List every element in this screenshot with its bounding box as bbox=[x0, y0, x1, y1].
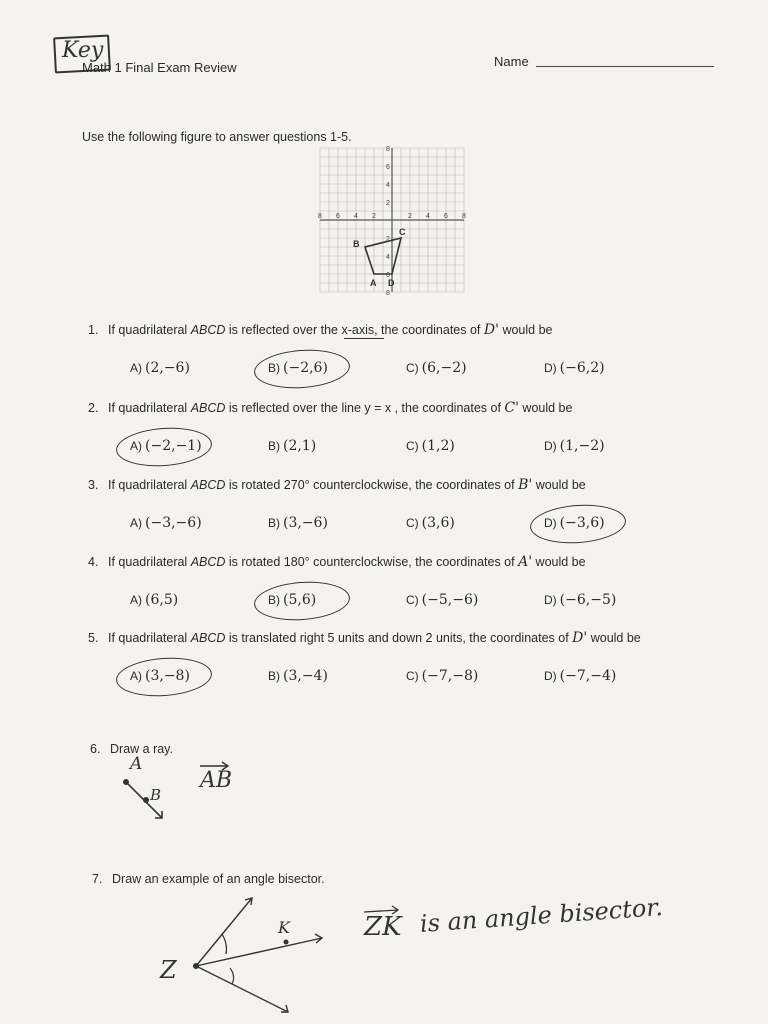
option-letter: B) bbox=[268, 669, 280, 683]
y-tick-label: 6 bbox=[386, 164, 390, 171]
option-value: (6,5) bbox=[145, 592, 179, 608]
figure-name: ABCD bbox=[190, 401, 226, 415]
x-tick-label: 8 bbox=[462, 213, 466, 220]
page-title: Math 1 Final Exam Review bbox=[82, 60, 237, 75]
x-tick-label: 4 bbox=[354, 213, 358, 220]
question-number: 4. bbox=[88, 555, 99, 569]
question-text-mid: is rotated 270° counterclockwise, the coordinates of bbox=[225, 478, 519, 492]
question-text-mid: is reflected over the x-axis, the coordinates of bbox=[225, 323, 484, 337]
option-value: (3,−4) bbox=[283, 668, 328, 684]
image-point: A' bbox=[518, 554, 533, 570]
option-letter: A) bbox=[130, 361, 142, 375]
question-text-post: would be bbox=[498, 323, 553, 337]
figure-name: ABCD bbox=[190, 478, 226, 492]
x-tick-label: 2 bbox=[408, 213, 412, 220]
figure-name: ABCD bbox=[190, 631, 226, 645]
question-text-mid: is translated right 5 units and down 2 units, the coordinates of bbox=[225, 631, 573, 645]
option-value: (−3,−6) bbox=[145, 515, 202, 531]
option-letter: C) bbox=[406, 439, 419, 453]
y-tick-label: 6 bbox=[386, 272, 390, 279]
question-text-pre: If quadrilateral bbox=[108, 631, 191, 645]
question-text-mid: is reflected over the line y = x , the coordinates of bbox=[225, 401, 505, 415]
question-text-pre: If quadrilateral bbox=[108, 401, 191, 415]
option-value: (1,2) bbox=[421, 438, 455, 454]
option-letter: C) bbox=[406, 593, 419, 607]
image-point: D' bbox=[483, 322, 499, 338]
option-letter: D) bbox=[544, 439, 557, 453]
option-value: (−6,−5) bbox=[559, 592, 617, 608]
y-tick-label: 2 bbox=[386, 200, 390, 207]
y-tick-label: 4 bbox=[386, 254, 390, 261]
option-letter: D) bbox=[544, 593, 557, 607]
option-value: (6,−2) bbox=[421, 360, 467, 376]
question-text-pre: If quadrilateral bbox=[108, 478, 191, 492]
option-value: (−2,6) bbox=[283, 360, 328, 376]
instruction-text: Use the following figure to answer questions 1-5. bbox=[82, 130, 352, 144]
option-value: (5,6) bbox=[283, 592, 317, 608]
question-text-post: would be bbox=[587, 631, 641, 645]
option-value: (3,−8) bbox=[145, 668, 190, 684]
question-number: 1. bbox=[88, 323, 99, 337]
key-handwriting: Key bbox=[62, 38, 104, 63]
vertex-label-d: D bbox=[388, 278, 395, 288]
option-value: (−6,2) bbox=[559, 360, 605, 376]
option-value: (−7,−8) bbox=[421, 668, 479, 684]
hand-label-z: Z bbox=[160, 956, 177, 984]
x-tick-label: 4 bbox=[426, 213, 430, 220]
image-point: B' bbox=[518, 477, 533, 493]
option-letter: B) bbox=[268, 439, 280, 453]
vertex-label-b: B bbox=[353, 239, 360, 249]
image-point: C' bbox=[504, 400, 519, 416]
question-text: Draw a ray. bbox=[110, 742, 173, 756]
option-value: (1,−2) bbox=[559, 438, 605, 454]
question-text-pre: If quadrilateral bbox=[108, 555, 191, 569]
option-value: (−2,−1) bbox=[145, 438, 202, 454]
option-value: (2,−6) bbox=[145, 360, 190, 376]
y-tick-label: 8 bbox=[386, 290, 390, 297]
question-text-post: would be bbox=[532, 478, 586, 492]
option-letter: B) bbox=[268, 516, 280, 530]
hand-label-k: K bbox=[278, 918, 290, 937]
hand-label-b: B bbox=[150, 786, 162, 804]
option-letter: D) bbox=[544, 669, 557, 683]
question-text-post: would be bbox=[518, 401, 573, 415]
figure-name: ABCD bbox=[190, 555, 226, 569]
y-tick-label: 8 bbox=[386, 146, 390, 153]
x-tick-label: 8 bbox=[318, 213, 322, 220]
question-number: 2. bbox=[88, 401, 99, 415]
option-letter: D) bbox=[544, 361, 557, 375]
option-letter: B) bbox=[268, 361, 280, 375]
option-value: (−7,−4) bbox=[559, 668, 617, 684]
option-letter: B) bbox=[268, 593, 280, 607]
question-text-post: would be bbox=[532, 555, 586, 569]
y-tick-label: 4 bbox=[386, 182, 390, 189]
x-tick-label: 2 bbox=[372, 213, 376, 220]
vertex-label-a: A bbox=[370, 278, 377, 288]
option-value: (3,6) bbox=[421, 515, 455, 531]
image-point: D' bbox=[572, 630, 588, 646]
hand-note-ray: ZK bbox=[364, 912, 402, 942]
option-letter: C) bbox=[406, 361, 419, 375]
option-value: (3,−6) bbox=[283, 515, 328, 531]
figure-name: ABCD bbox=[190, 323, 226, 337]
option-letter: A) bbox=[130, 669, 142, 683]
question-number: 3. bbox=[88, 478, 99, 492]
option-value: (−3,6) bbox=[559, 515, 605, 531]
hand-ray-notation: AB bbox=[200, 768, 233, 793]
x-tick-label: 6 bbox=[444, 213, 448, 220]
option-letter: D) bbox=[544, 516, 557, 530]
vertex-label-c: C bbox=[399, 227, 406, 237]
option-value: (2,1) bbox=[283, 438, 317, 454]
option-letter: A) bbox=[130, 516, 142, 530]
option-letter: A) bbox=[130, 593, 142, 607]
option-value: (−5,−6) bbox=[421, 592, 479, 608]
question-text-mid: is rotated 180° counterclockwise, the coordinates of bbox=[225, 555, 519, 569]
name-label: Name bbox=[494, 54, 529, 69]
y-tick-label: 2 bbox=[386, 236, 390, 243]
option-letter: C) bbox=[406, 669, 419, 683]
question-text-pre: If quadrilateral bbox=[108, 323, 191, 337]
option-letter: A) bbox=[130, 439, 142, 453]
question-number: 5. bbox=[88, 631, 99, 645]
option-letter: C) bbox=[406, 516, 419, 530]
question-number: 6. bbox=[90, 742, 101, 756]
question-text: Draw an example of an angle bisector. bbox=[112, 872, 325, 886]
hand-note: is an angle bisector. bbox=[419, 893, 664, 938]
question-number: 7. bbox=[92, 872, 103, 886]
hand-label-a: A bbox=[130, 754, 143, 774]
x-tick-label: 6 bbox=[336, 213, 340, 220]
